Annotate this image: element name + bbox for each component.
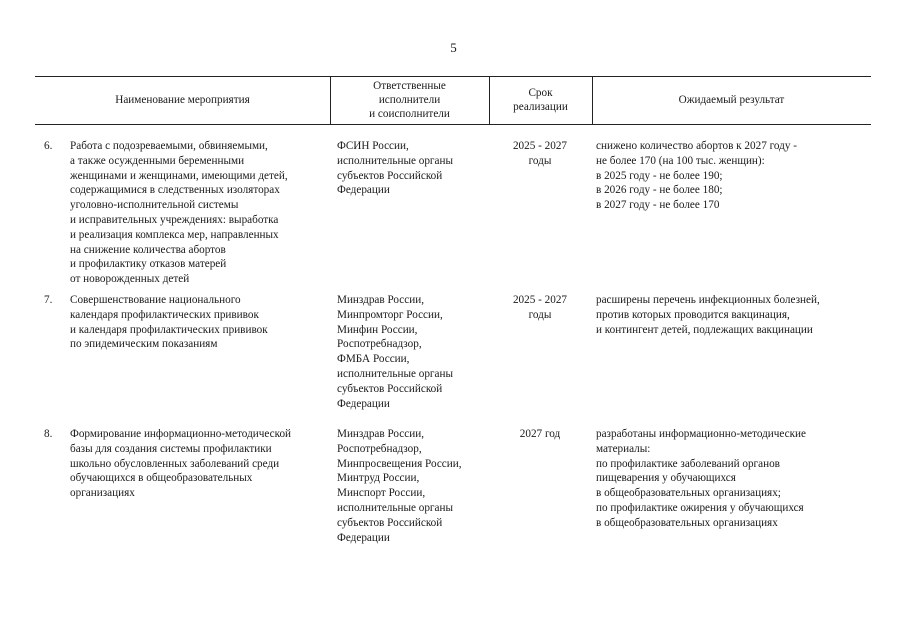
row-name: Работа с подозреваемыми, обвиняемыми, а также осужденными беременными женщинами и женщинами, имеющими детей, содержащимися в следственных изоляторах уголовно-исполнительной системы и исправительных учреждениях: выработка и реализация комплекса мер, направленных на снижение количества абортов и профилактику отказов матерей от новорожденных детей <box>70 140 288 286</box>
row-result: снижено количество абортов к 2027 году - не более 170 (на 100 тыс. женщин): в 2025 году - не более 190; в 2026 году - не более 180; в 2027 году - не более 170 <box>596 140 797 212</box>
row-number: 8. <box>44 428 53 440</box>
row-name: Формирование информационно-методической базы для создания системы профилактики школьно обусловленных заболеваний среди обучающихся в общеобразовательных организациях <box>70 428 292 500</box>
row-executors: Минздрав России, Минпромторг России, Минфин России, Роспотребнадзор, ФМБА России, исполнительные органы субъектов Российской Федерации <box>337 294 453 410</box>
header-executors: Ответственные исполнители и соисполнители <box>369 80 450 120</box>
row-number: 6. <box>44 140 53 152</box>
header-result: Ожидаемый результат <box>678 94 785 106</box>
row-name: Совершенствование национального календаря профилактических прививок и календаря профилактических прививок по эпидемическим показаниям <box>70 294 268 351</box>
header-term: Срок реализации <box>513 87 568 113</box>
row-term: 2025 - 2027 годы <box>512 140 568 167</box>
row-executors: Минздрав России, Роспотребнадзор, Минпросвещения России, Минтруд России, Минспорт России, исполнительные органы субъектов Российской Федерации <box>337 428 462 544</box>
header-name: Наименование мероприятия <box>115 94 250 106</box>
row-number: 7. <box>44 294 53 306</box>
row-term: 2027 год <box>519 428 561 440</box>
table-header-bottom-rule <box>35 124 871 125</box>
row-result: расширены перечень инфекционных болезней, против которых проводится вакцинация, и контингент детей, подлежащих вакцинации <box>596 294 820 336</box>
page-number: 5 <box>450 40 457 55</box>
row-term: 2025 - 2027 годы <box>512 294 568 321</box>
row-result: разработаны информационно-методические материалы: по профилактике заболеваний органов пищеварения у обучающихся в общеобразовательных организациях; по профилактике ожирения у обучающихся в общеобразовательных организациях <box>596 428 806 529</box>
row-executors: ФСИН России, исполнительные органы субъектов Российской Федерации <box>337 140 453 197</box>
